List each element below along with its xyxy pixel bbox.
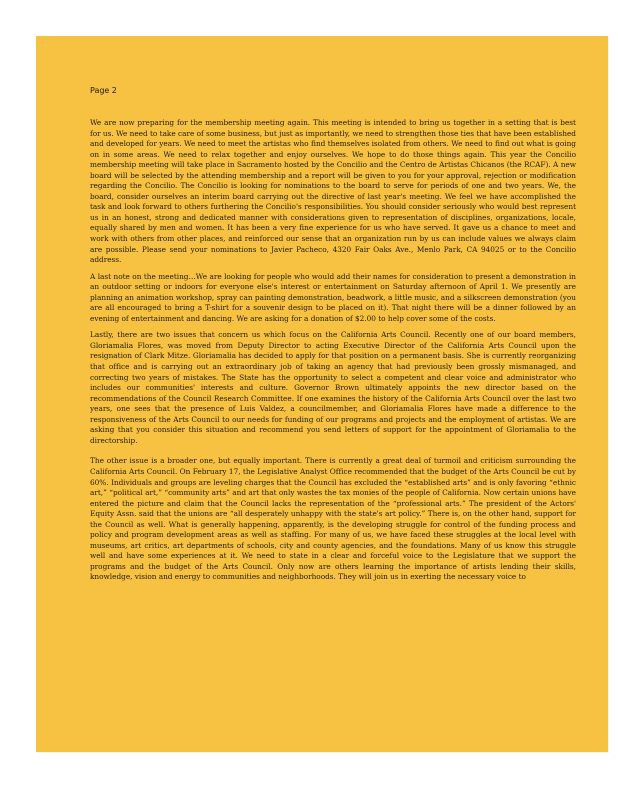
paragraph-meeting-note: A last note on the meeting…We are looking for people who would add their names for consideration to present a demonstration in an outdoor setting or indoors for everyone else's interest or entertainment on Saturday afternoon of April 1. We presently are planning an animation workshop, spray can painting demonstration, beadwork, a little music, and a silkscreen demonstration (you are all encouraged to bring a T-shirt for a souvenir design to be placed on it). That night there will be a dinner followed by an evening of entertainment and dancing. We are asking for a donation of $2.00 to help cover some of the costs. xyxy=(90,271,576,323)
page-number-label: Page 2 xyxy=(90,86,117,95)
document-body xyxy=(90,86,576,589)
paragraph-membership-meeting: We are now preparing for the membership meeting again. This meeting is intended to bring us together in a setting that is best for us. We need to take care of some business, but just as importantly, we need to strengthen those ties that have been established and developed for years. We need to meet the artistas who find themselves isolated from others. We need to find out what is going on in some areas. We need to relax together and enjoy ourselves. We hope to do those things again. This year the Concilio membership meeting will take place in Sacramento hosted by the Concilio and the Centro de Artistas Chicanos (the RCAF). A new board will be selected by the attending membership and a report will be given to you for your approval, rejection or modification regarding the Concilio. The Concilio is looking for nominations to the board to serve for periods of one and two years. We, the board, consider ourselves an interim board carrying out the directive of last year's meeting. We feel we have accomplished the task and look forward to others furthering the Concilio's responsibilities. You should consider seriously who would best represent us in an honest, strong and dedicated manner with considerations given to representation of disciplines, organizations, locale, equally shared by men and women. It has been a very fine experience for us who have served. It gave us a chance to meet and work with others from other places, and reinforced our sense that an organization run by us can include values we always claim are possible. Please send your nominations to Javier Pacheco, 4320 Fair Oaks Ave., Menlo Park, CA 94025 or to the Concilio address. xyxy=(90,118,576,265)
paragraph-arts-council-budget: The other issue is a broader one, but equally important. There is currently a great deal of turmoil and criticism surrounding the California Arts Council. On February 17, the Legislative Analyst Office recommended that the budget of the Arts Council be cut by 60%. Individuals and groups are leveling charges that the Council has excluded the “established arts” and is only favoring “ethnic art,” “political art,” “community arts” and art that only wastes the tax monies of the people of California. Now certain unions have entered the picture and claim that the Council lacks the representation of the “professional arts.” The president of the Actors' Equity Assn. said that the unions are “all desperately unhappy with the state's art policy.” There is, on the other hand, support for the Council as well. What is generally happening, apparently, is the developing struggle for control of the funding process and policy and program development areas as well as staffing. For many of us, we have faced these struggles at the local level with museums, art critics, art departments of schools, city and county agencies, and the foundations. Many of us know this struggle well and have some experiences at it. We need to state in a clear and forceful voice to the Legislature that we support the programs and the budget of the Arts Council. Only now are others learning the importance of artists lending their skills, knowledge, vision and energy to communities and neighborhoods. They will join us in exerting the necessary voice to xyxy=(90,456,576,582)
yellow-letter-page xyxy=(36,36,608,752)
paragraph-arts-council-director: Lastly, there are two issues that concern us which focus on the California Arts Council. Recently one of our board members, Gloriamalia Flores, was moved from Deputy Director to acting Executive Director of the California Arts Council upon the resignation of Clark Mitze. Gloriamalia has decided to apply for that position on a permanent basis. She is currently reorganizing that office and is carrying out an extraordinary job of taking an agency that had previously been grossly mismanaged, and correcting two years of mistakes. The State has the opportunity to select a competent and clear voice and administrator who includes our communities' interests and culture. Governor Brown ultimately appoints the new director based on the recommendations of the Council Research Committee. If one examines the history of the California Arts Council over the last two years, one sees that the presence of Luis Valdez, a councilmember, and Gloriamalia Flores have made a difference to the responsiveness of the Arts Council to our needs for funding of our programs and projects and the employment of artistas. We are asking that you consider this situation and recommend you send letters of support for the appointment of Gloriamalia to the directorship. xyxy=(90,330,576,445)
